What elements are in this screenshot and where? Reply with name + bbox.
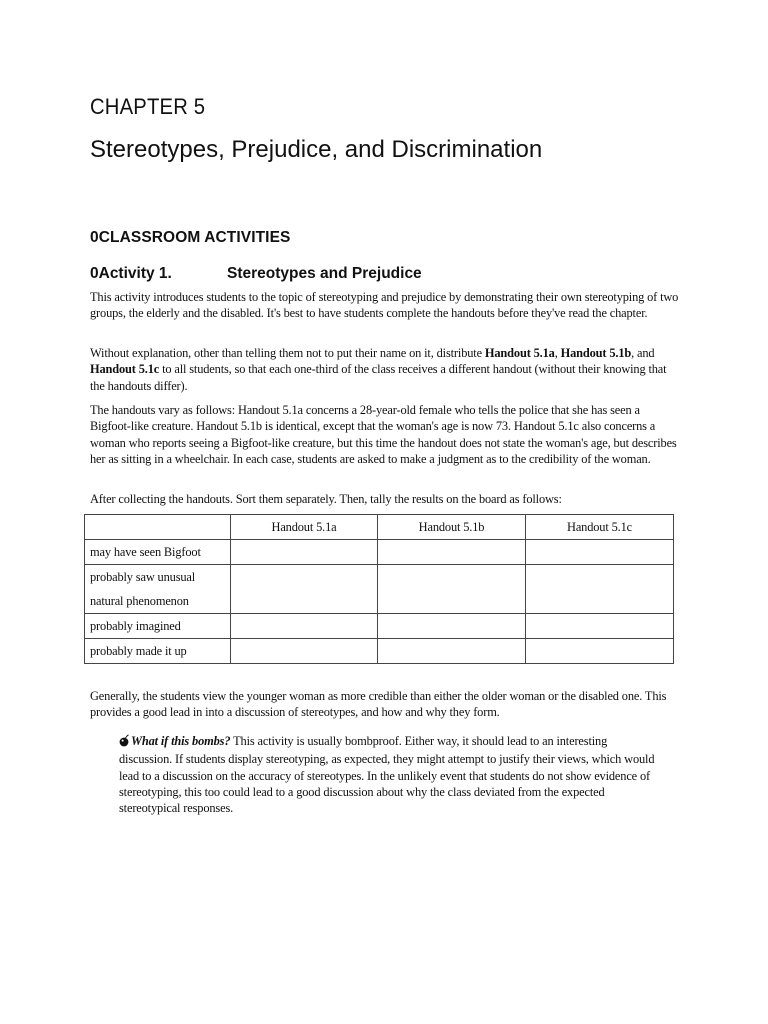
table-cell bbox=[526, 639, 674, 664]
table-row bbox=[85, 614, 674, 639]
table-cell bbox=[231, 639, 378, 664]
chapter-label: CHAPTER 5 bbox=[90, 94, 206, 119]
text-run: , bbox=[554, 346, 561, 360]
table-cell bbox=[378, 639, 526, 664]
table-header-row bbox=[85, 515, 674, 540]
bomb-note-text: This activity is usually bombproof. Either way, it should lead to an interesting discussion. If students display stereotyping, as expected, they might attempt to justify their views, which would lead to a discussion on the accuracy of stereotypes. In the unlikely event that students do not show evidence of stereotyping, this too could lead to a good discussion about why the class deviated from the expected stereotypical responses. bbox=[119, 734, 655, 816]
handout-5-1a-ref: Handout 5.1a bbox=[484, 346, 555, 360]
bomb-note bbox=[119, 733, 659, 816]
activity-number: 0Activity 1. bbox=[90, 265, 172, 282]
table-cell bbox=[526, 540, 674, 565]
table-header-cell: Handout 5.1a bbox=[231, 515, 378, 540]
bomb-note-lead: What if this bombs? bbox=[131, 734, 231, 748]
table-cell bbox=[231, 614, 378, 639]
row-label: probably imagined bbox=[85, 614, 231, 639]
table-row bbox=[85, 540, 674, 565]
tally-table bbox=[84, 514, 674, 664]
paragraph-tally: After collecting the handouts. Sort them separately. Then, tally the results on the board as follows: bbox=[90, 492, 562, 506]
table-row bbox=[85, 639, 674, 664]
table-header-cell: Handout 5.1b bbox=[378, 515, 526, 540]
table-cell bbox=[378, 540, 526, 565]
paragraph-distribute bbox=[90, 345, 680, 394]
table-cell bbox=[231, 540, 378, 565]
paragraph-handouts: The handouts vary as follows: Handout 5.1a concerns a 28-year-old female who tells the police that she has seen a Bigfoot-like creature. Handout 5.1b is identical, except that the woman's age is now 73. Handout 5.1c also concerns a woman who reports seeing a Bigfoot-like creature, but this time the handout does not state the woman's age, but describes her as sitting in a wheelchair. In each case, students are asked to make a judgment as to the credibility of the woman. bbox=[90, 403, 677, 466]
handout-5-1b-ref: Handout 5.1b bbox=[560, 346, 632, 360]
row-label: may have seen Bigfoot bbox=[85, 540, 231, 565]
handout-5-1c-ref: Handout 5.1c bbox=[90, 362, 160, 377]
table-cell bbox=[378, 565, 526, 614]
activity-title: Stereotypes and Prejudice bbox=[227, 265, 422, 282]
table-row bbox=[85, 565, 674, 614]
row-label-line: natural phenomenon bbox=[90, 594, 189, 608]
bomb-icon bbox=[119, 734, 130, 751]
table-cell bbox=[526, 565, 674, 614]
text-run: to all students, so that each one-third of the class receives a different handout (without their knowing that the handouts differ). bbox=[90, 362, 667, 393]
activity-heading bbox=[90, 265, 422, 283]
table-cell bbox=[231, 565, 378, 614]
section-heading: 0CLASSROOM ACTIVITIES bbox=[90, 229, 291, 246]
table-cell bbox=[526, 614, 674, 639]
row-label bbox=[85, 565, 231, 614]
text-run: Without explanation, other than telling them not to put their name on it, distribute bbox=[90, 346, 485, 360]
table-header-cell: Handout 5.1c bbox=[526, 515, 674, 540]
row-label-line: probably saw unusual bbox=[90, 570, 196, 584]
text-run: , and bbox=[631, 346, 655, 360]
table-header-cell bbox=[85, 515, 231, 540]
row-label: probably made it up bbox=[85, 639, 231, 664]
chapter-title: Stereotypes, Prejudice, and Discrimination bbox=[90, 136, 543, 163]
table-cell bbox=[378, 614, 526, 639]
paragraph-intro: This activity introduces students to the topic of stereotyping and prejudice by demonstrating their own stereotyping of two groups, the elderly and the disabled. It's best to have students complete the handouts before they've read the chapter. bbox=[90, 290, 679, 321]
paragraph-conclusion: Generally, the students view the younger woman as more credible than either the older woman or the disabled one. This provides a good lead in into a discussion of stereotypes, and how and why they form. bbox=[90, 689, 667, 720]
